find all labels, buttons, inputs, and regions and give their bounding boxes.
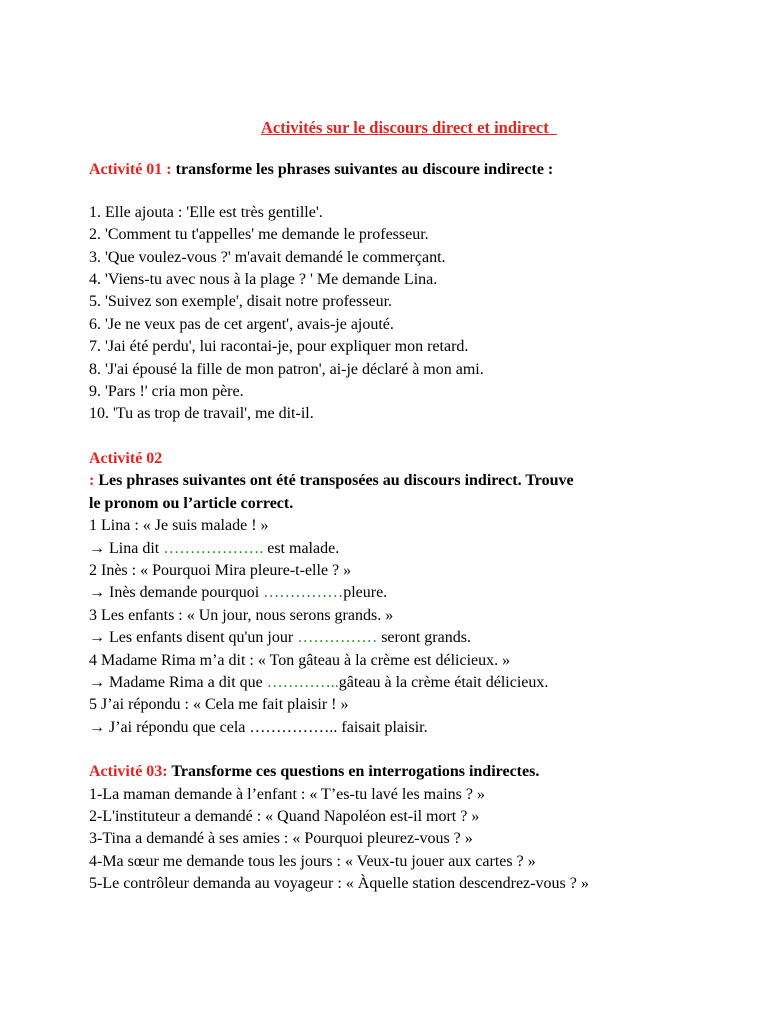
direct-speech-line: 2 Inès : « Pourquoi Mira pleure-t-elle ? » xyxy=(89,561,352,579)
arrow-icon: → xyxy=(89,718,105,736)
activity-02-list xyxy=(89,515,729,739)
direct-speech-line: 3 Les enfants : « Un jour, nous serons grands. » xyxy=(89,606,394,624)
list-item: 2. 'Comment tu t'appelles' me demande le professeur. xyxy=(89,226,429,244)
list-item: 1-La maman demande à l’enfant : « T’es-tu lavé les mains ? » xyxy=(89,785,485,803)
sentence-end: pleure. xyxy=(343,584,388,602)
list-item: 4-Ma sœur me demande tous les jours : « Veux-tu jouer aux cartes ? » xyxy=(89,852,536,870)
activity-03-heading xyxy=(89,761,729,783)
direct-speech-line: 1 Lina : « Je suis malade ! » xyxy=(89,517,269,535)
blank-dots[interactable]: ………………. xyxy=(163,539,264,557)
activity-01-instruction: transforme les phrases suivantes au discoure indirecte : xyxy=(171,161,554,179)
indirect-speech-line xyxy=(89,672,729,694)
list-item: 2-L'instituteur a demandé : « Quand Napoléon est-il mort ? » xyxy=(89,807,480,825)
list-item: 5. 'Suivez son exemple', disait notre professeur. xyxy=(89,293,393,311)
activity-03-instruction: Transforme ces questions en interrogations indirectes. xyxy=(167,763,540,781)
blank-dots[interactable]: …………… xyxy=(297,629,378,647)
sentence-start: Lina dit xyxy=(105,539,164,557)
list-item: 1. Elle ajouta : 'Elle est très gentille'. xyxy=(89,203,323,221)
document-title: Activités sur le discours direct et indirect xyxy=(260,118,558,137)
indirect-speech-line xyxy=(89,582,729,604)
list-item: 8. 'J'ai épousé la fille de mon patron', ai-je déclaré à mon ami. xyxy=(89,360,484,378)
activity-03-label: Activité 03: xyxy=(89,763,168,781)
direct-speech-line: 5 J’ai répondu : « Cela me fait plaisir ! » xyxy=(89,696,349,714)
arrow-icon: → xyxy=(89,539,105,557)
spacer xyxy=(89,739,729,761)
indirect-speech-line xyxy=(89,627,729,649)
activity-01-list xyxy=(89,202,729,426)
activity-01-label: Activité 01 : xyxy=(89,161,172,179)
sentence-end: seront grands. xyxy=(377,629,471,647)
activity-01-heading xyxy=(89,159,729,181)
list-item: 3. 'Que voulez-vous ?' m'avait demandé le commerçant. xyxy=(89,248,446,266)
list-item: 6. 'Je ne veux pas de cet argent', avais-je ajouté. xyxy=(89,315,394,333)
sentence-end: gâteau à la crème était délicieux. xyxy=(338,673,549,691)
list-item: 10. 'Tu as trop de travail', me dit-il. xyxy=(89,405,314,423)
sentence-end: est malade. xyxy=(263,539,340,557)
spacer xyxy=(89,182,729,202)
sentence-start: Les enfants disent qu'un jour xyxy=(105,629,298,647)
spacer xyxy=(89,426,729,448)
activity-03-list xyxy=(89,784,729,896)
activity-02-colon: : xyxy=(89,472,95,490)
arrow-icon: → xyxy=(89,584,105,602)
list-item: 4. 'Viens-tu avec nous à la plage ? ' Me demande Lina. xyxy=(89,271,438,289)
activity-02-instruction-text: Les phrases suivantes ont été transposées au discours indirect. Trouve xyxy=(94,472,574,490)
blank-dots[interactable]: …………… xyxy=(263,584,344,602)
activity-02-instruction-line-2: le pronom ou l’article correct. xyxy=(89,494,294,512)
list-item: 5-Le contrôleur demanda au voyageur : « Àquelle station descendrez-vous ? » xyxy=(89,875,589,893)
sentence-start: Inès demande pourquoi xyxy=(105,584,264,602)
direct-speech-line: 4 Madame Rima m’a dit : « Ton gâteau à la crème est délicieux. » xyxy=(89,651,511,669)
sentence-start: Madame Rima a dit que xyxy=(105,673,267,691)
list-item: 7. 'Jai été perdu', lui racontai-je, pour expliquer mon retard. xyxy=(89,338,469,356)
indirect-speech-line xyxy=(89,538,729,560)
blank-dots[interactable]: …………….. xyxy=(249,718,338,736)
document-page xyxy=(89,117,729,896)
arrow-icon: → xyxy=(89,629,105,647)
sentence-start: J’ai répondu que cela xyxy=(105,718,250,736)
blank-dots[interactable]: ………….. xyxy=(266,673,339,691)
activity-02-label: Activité 02 xyxy=(89,449,163,467)
activity-02-instruction-line-1 xyxy=(89,470,729,492)
list-item: 9. 'Pars !' cria mon père. xyxy=(89,383,244,401)
list-item: 3-Tina a demandé à ses amies : « Pourquoi pleurez-vous ? » xyxy=(89,830,473,848)
sentence-end: faisait plaisir. xyxy=(337,718,428,736)
arrow-icon: → xyxy=(89,673,105,691)
indirect-speech-line xyxy=(89,717,729,739)
